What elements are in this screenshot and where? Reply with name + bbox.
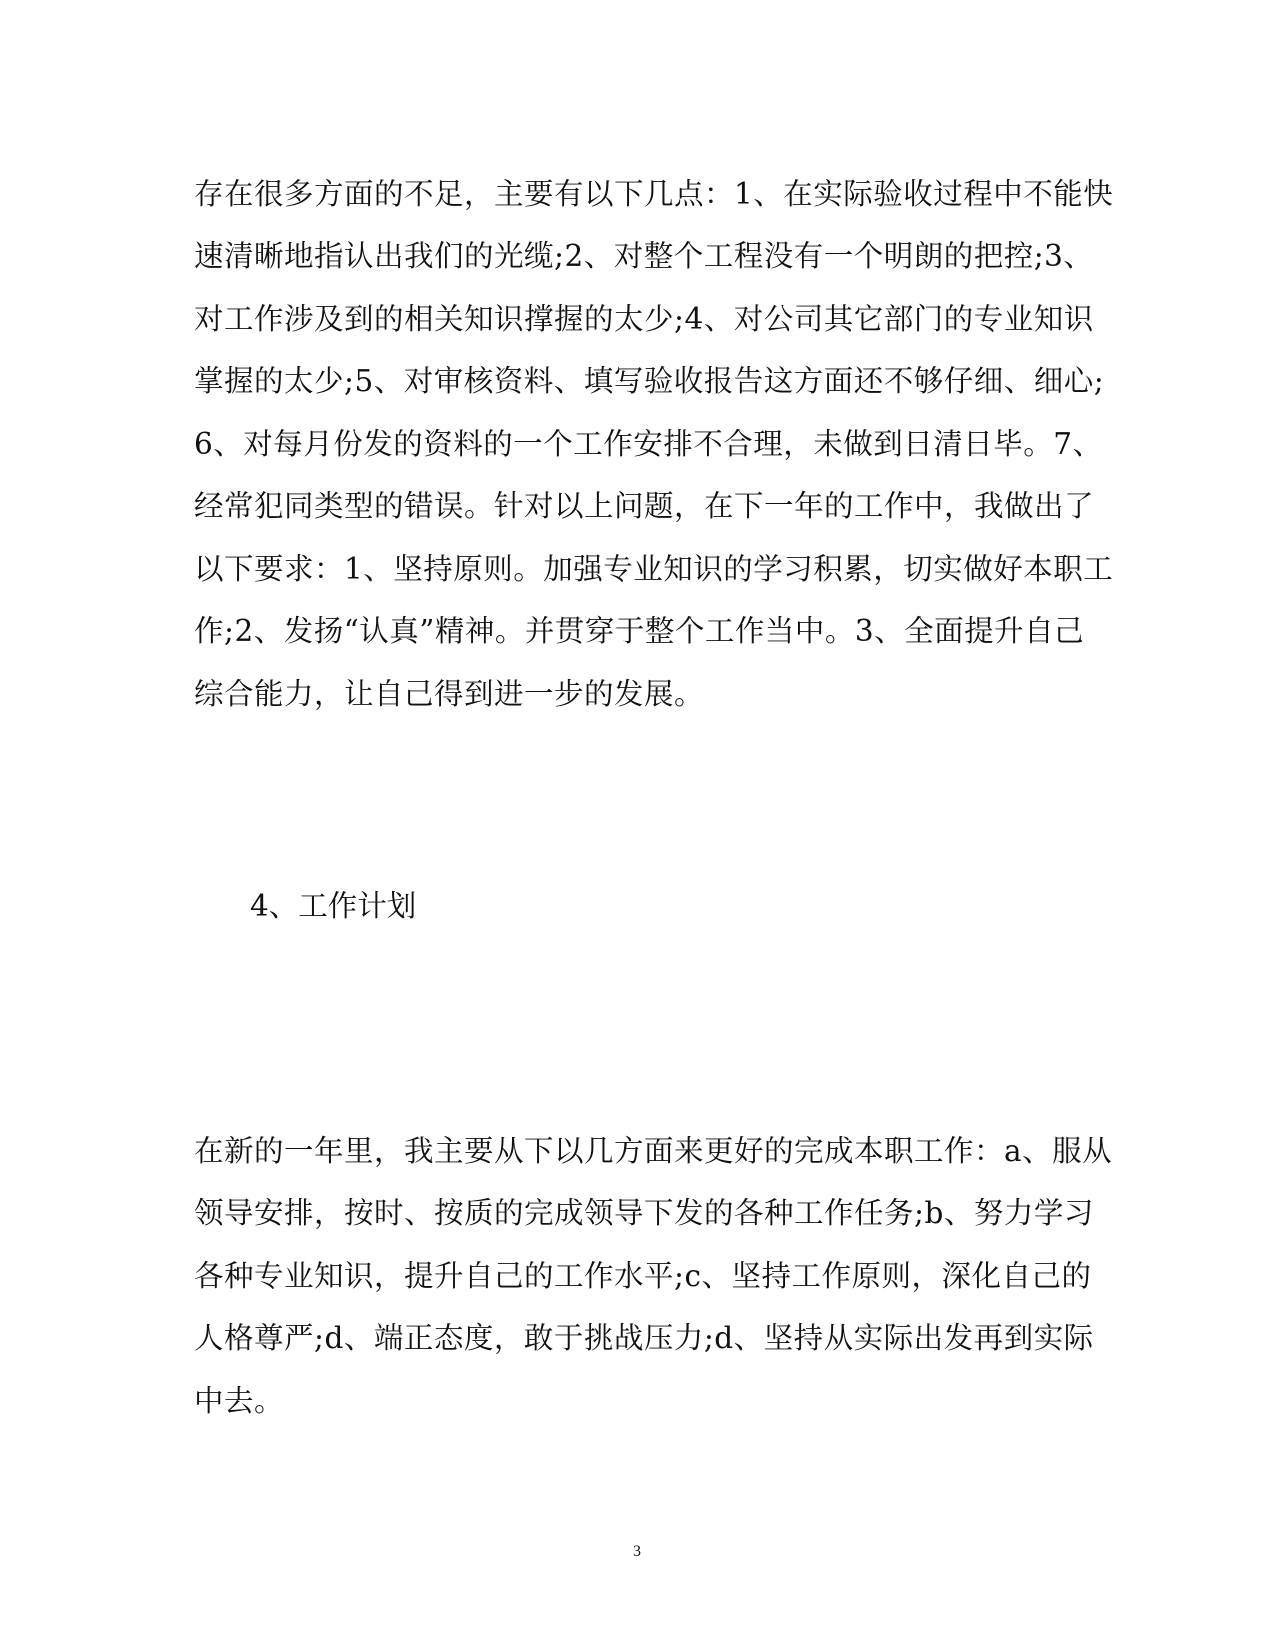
paragraph1-line-7: 以下要求：1、坚持原则。加强专业知识的学习积累，切实做好本职工 [194,552,1114,586]
paragraph1-line-9: 综合能力，让自己得到进一步的发展。 [194,677,705,711]
paragraph1-line-4: 掌握的太少;5、对审核资料、填写验收报告这方面还不够仔细、细心; [194,364,1105,398]
paragraph2-line-1: 在新的一年里，我主要从下以几方面来更好的完成本职工作：a、服从 [194,1134,1113,1168]
paragraph2-line-2: 领导安排，按时、按质的完成领导下发的各种工作任务;b、努力学习 [194,1196,1094,1230]
paragraph1-line-2: 速清晰地指认出我们的光缆;2、对整个工程没有一个明朗的把控;3、 [194,239,1094,273]
section-heading: 4、工作计划 [250,889,417,923]
paragraph1-line-8: 作;2、发扬“认真”精神。并贯穿于整个工作当中。3、全面提升自己 [194,614,1085,648]
paragraph1-line-5: 6、对每月份发的资料的一个工作安排不合理，未做到日清日毕。7、 [194,427,1103,461]
paragraph2-line-5: 中去。 [194,1384,285,1418]
paragraph2-line-3: 各种专业知识，提升自己的工作水平;c、坚持工作原则，深化自己的 [194,1259,1092,1293]
paragraph1-line-6: 经常犯同类型的错误。针对以上问题，在下一年的工作中，我做出了 [194,489,1095,523]
paragraph1-line-3: 对工作涉及到的相关知识撑握的太少;4、对公司其它部门的专业知识 [194,302,1094,336]
page-number: 3 [633,1543,641,1560]
paragraph1-line-1: 存在很多方面的不足，主要有以下几点：1、在实际验收过程中不能快 [194,177,1114,211]
paragraph2-line-4: 人格尊严;d、端正态度，敢于挑战压力;d、坚持从实际出发再到实际 [194,1321,1094,1355]
